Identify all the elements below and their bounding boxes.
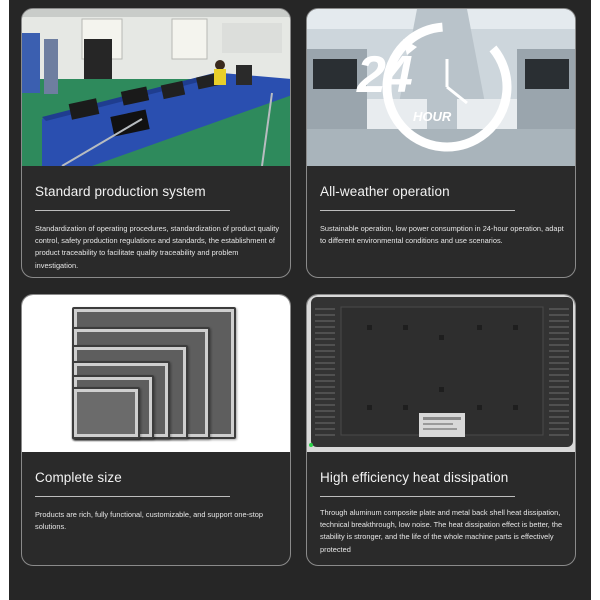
title-divider (35, 210, 230, 211)
screen-sizes-photo (22, 295, 290, 452)
title-divider (35, 496, 230, 497)
factory-photo (22, 9, 290, 166)
title-divider (320, 496, 515, 497)
heat-sink-photo (307, 295, 575, 452)
heat-sink-illustration (307, 295, 575, 452)
lab-photo (307, 9, 575, 166)
feature-card-all-weather (306, 8, 576, 278)
lab-illustration (307, 9, 575, 166)
hour-overlay-word: HOUR (413, 109, 452, 124)
feature-card-heat (306, 294, 576, 566)
hour-overlay-number: 24 (357, 46, 411, 104)
card-description: Sustainable operation, low power consumption in 24-hour operation, adapt to different environmental conditions and use scenarios. (320, 224, 564, 246)
feature-card-production (21, 8, 291, 278)
title-divider (320, 210, 515, 211)
card-title: All-weather operation (320, 184, 450, 199)
card-title: Standard production system (35, 184, 206, 199)
card-description: Products are rich, fully functional, customizable, and support one-stop solutions. (35, 510, 263, 532)
card-title: Complete size (35, 470, 122, 485)
card-description: Standardization of operating procedures, standardization of product quality control, safety production regulations and standards, the establishment of product traceability to facilitate quality traceability and problem investigation. (35, 224, 280, 270)
feature-page (9, 0, 591, 600)
panel-size-6 (72, 387, 140, 439)
card-description: Through aluminum composite plate and metal back shell heat dissipation, technical breakthrough, low noise. The heat dissipation effect is better, the stability is stronger, and the life of the whole machine parts is effectively protected (320, 508, 563, 554)
factory-illustration (22, 9, 290, 166)
card-title: High efficiency heat dissipation (320, 470, 509, 485)
feature-card-size (21, 294, 291, 566)
